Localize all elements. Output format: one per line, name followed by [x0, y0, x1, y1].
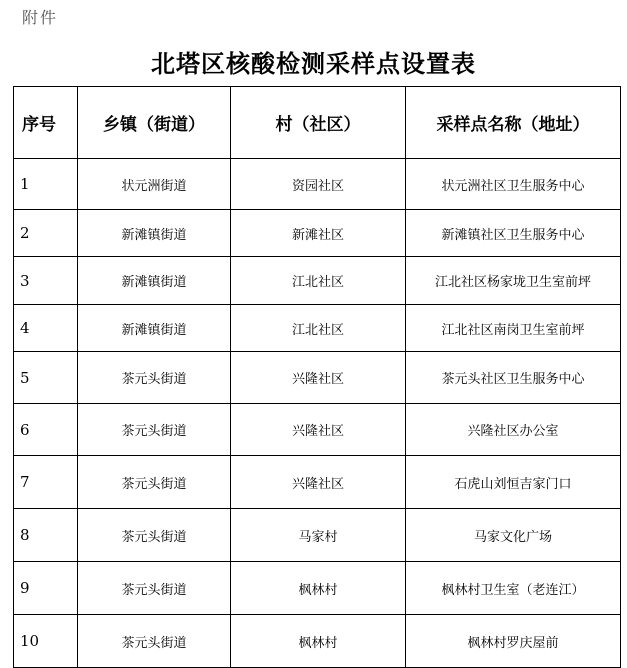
cell-village: 马家村 [231, 509, 406, 562]
cell-no: 3 [14, 257, 78, 305]
cell-site: 石虎山刘恒吉家门口 [406, 456, 621, 509]
cell-no: 4 [14, 305, 78, 352]
header-no: 序号 [14, 87, 78, 159]
table-header-row [14, 87, 621, 159]
cell-no: 8 [14, 509, 78, 562]
page-title: 北塔区核酸检测采样点设置表 [151, 49, 476, 78]
cell-no: 6 [14, 404, 78, 456]
cell-town: 新滩镇街道 [78, 305, 231, 352]
cell-town: 状元洲街道 [78, 159, 231, 210]
cell-village: 资园社区 [231, 159, 406, 210]
cell-village: 枫林村 [231, 562, 406, 615]
attachment-label: 附件 [22, 8, 59, 27]
header-town: 乡镇（街道） [78, 87, 231, 159]
cell-no: 7 [14, 456, 78, 509]
cell-town: 茶元头街道 [78, 615, 231, 668]
cell-town: 新滩镇街道 [78, 210, 231, 257]
cell-no: 1 [14, 159, 78, 210]
table-row [14, 562, 621, 615]
table-row [14, 210, 621, 257]
cell-town: 茶元头街道 [78, 562, 231, 615]
table-row [14, 509, 621, 562]
table-row [14, 456, 621, 509]
sampling-sites-table [13, 86, 621, 668]
table-row [14, 615, 621, 668]
cell-no: 10 [14, 615, 78, 668]
cell-town: 新滩镇街道 [78, 257, 231, 305]
cell-no: 5 [14, 352, 78, 404]
cell-no: 9 [14, 562, 78, 615]
cell-site: 枫林村卫生室（老连江） [406, 562, 621, 615]
cell-village: 枫林村 [231, 615, 406, 668]
cell-site: 枫林村罗庆屋前 [406, 615, 621, 668]
cell-site: 马家文化广场 [406, 509, 621, 562]
cell-town: 茶元头街道 [78, 404, 231, 456]
cell-site: 江北社区杨家垅卫生室前坪 [406, 257, 621, 305]
cell-no: 2 [14, 210, 78, 257]
cell-site: 兴隆社区办公室 [406, 404, 621, 456]
cell-village: 江北社区 [231, 305, 406, 352]
cell-town: 茶元头街道 [78, 352, 231, 404]
cell-site: 茶元头社区卫生服务中心 [406, 352, 621, 404]
cell-village: 兴隆社区 [231, 352, 406, 404]
header-village: 村（社区） [231, 87, 406, 159]
table-row [14, 159, 621, 210]
cell-town: 茶元头街道 [78, 456, 231, 509]
cell-site: 新滩镇社区卫生服务中心 [406, 210, 621, 257]
table-row [14, 352, 621, 404]
table-row [14, 257, 621, 305]
table-row [14, 404, 621, 456]
cell-village: 兴隆社区 [231, 456, 406, 509]
header-site: 采样点名称（地址） [406, 87, 621, 159]
cell-village: 新滩社区 [231, 210, 406, 257]
cell-town: 茶元头街道 [78, 509, 231, 562]
cell-site: 状元洲社区卫生服务中心 [406, 159, 621, 210]
cell-village: 兴隆社区 [231, 404, 406, 456]
cell-village: 江北社区 [231, 257, 406, 305]
table-row [14, 305, 621, 352]
cell-site: 江北社区南岗卫生室前坪 [406, 305, 621, 352]
